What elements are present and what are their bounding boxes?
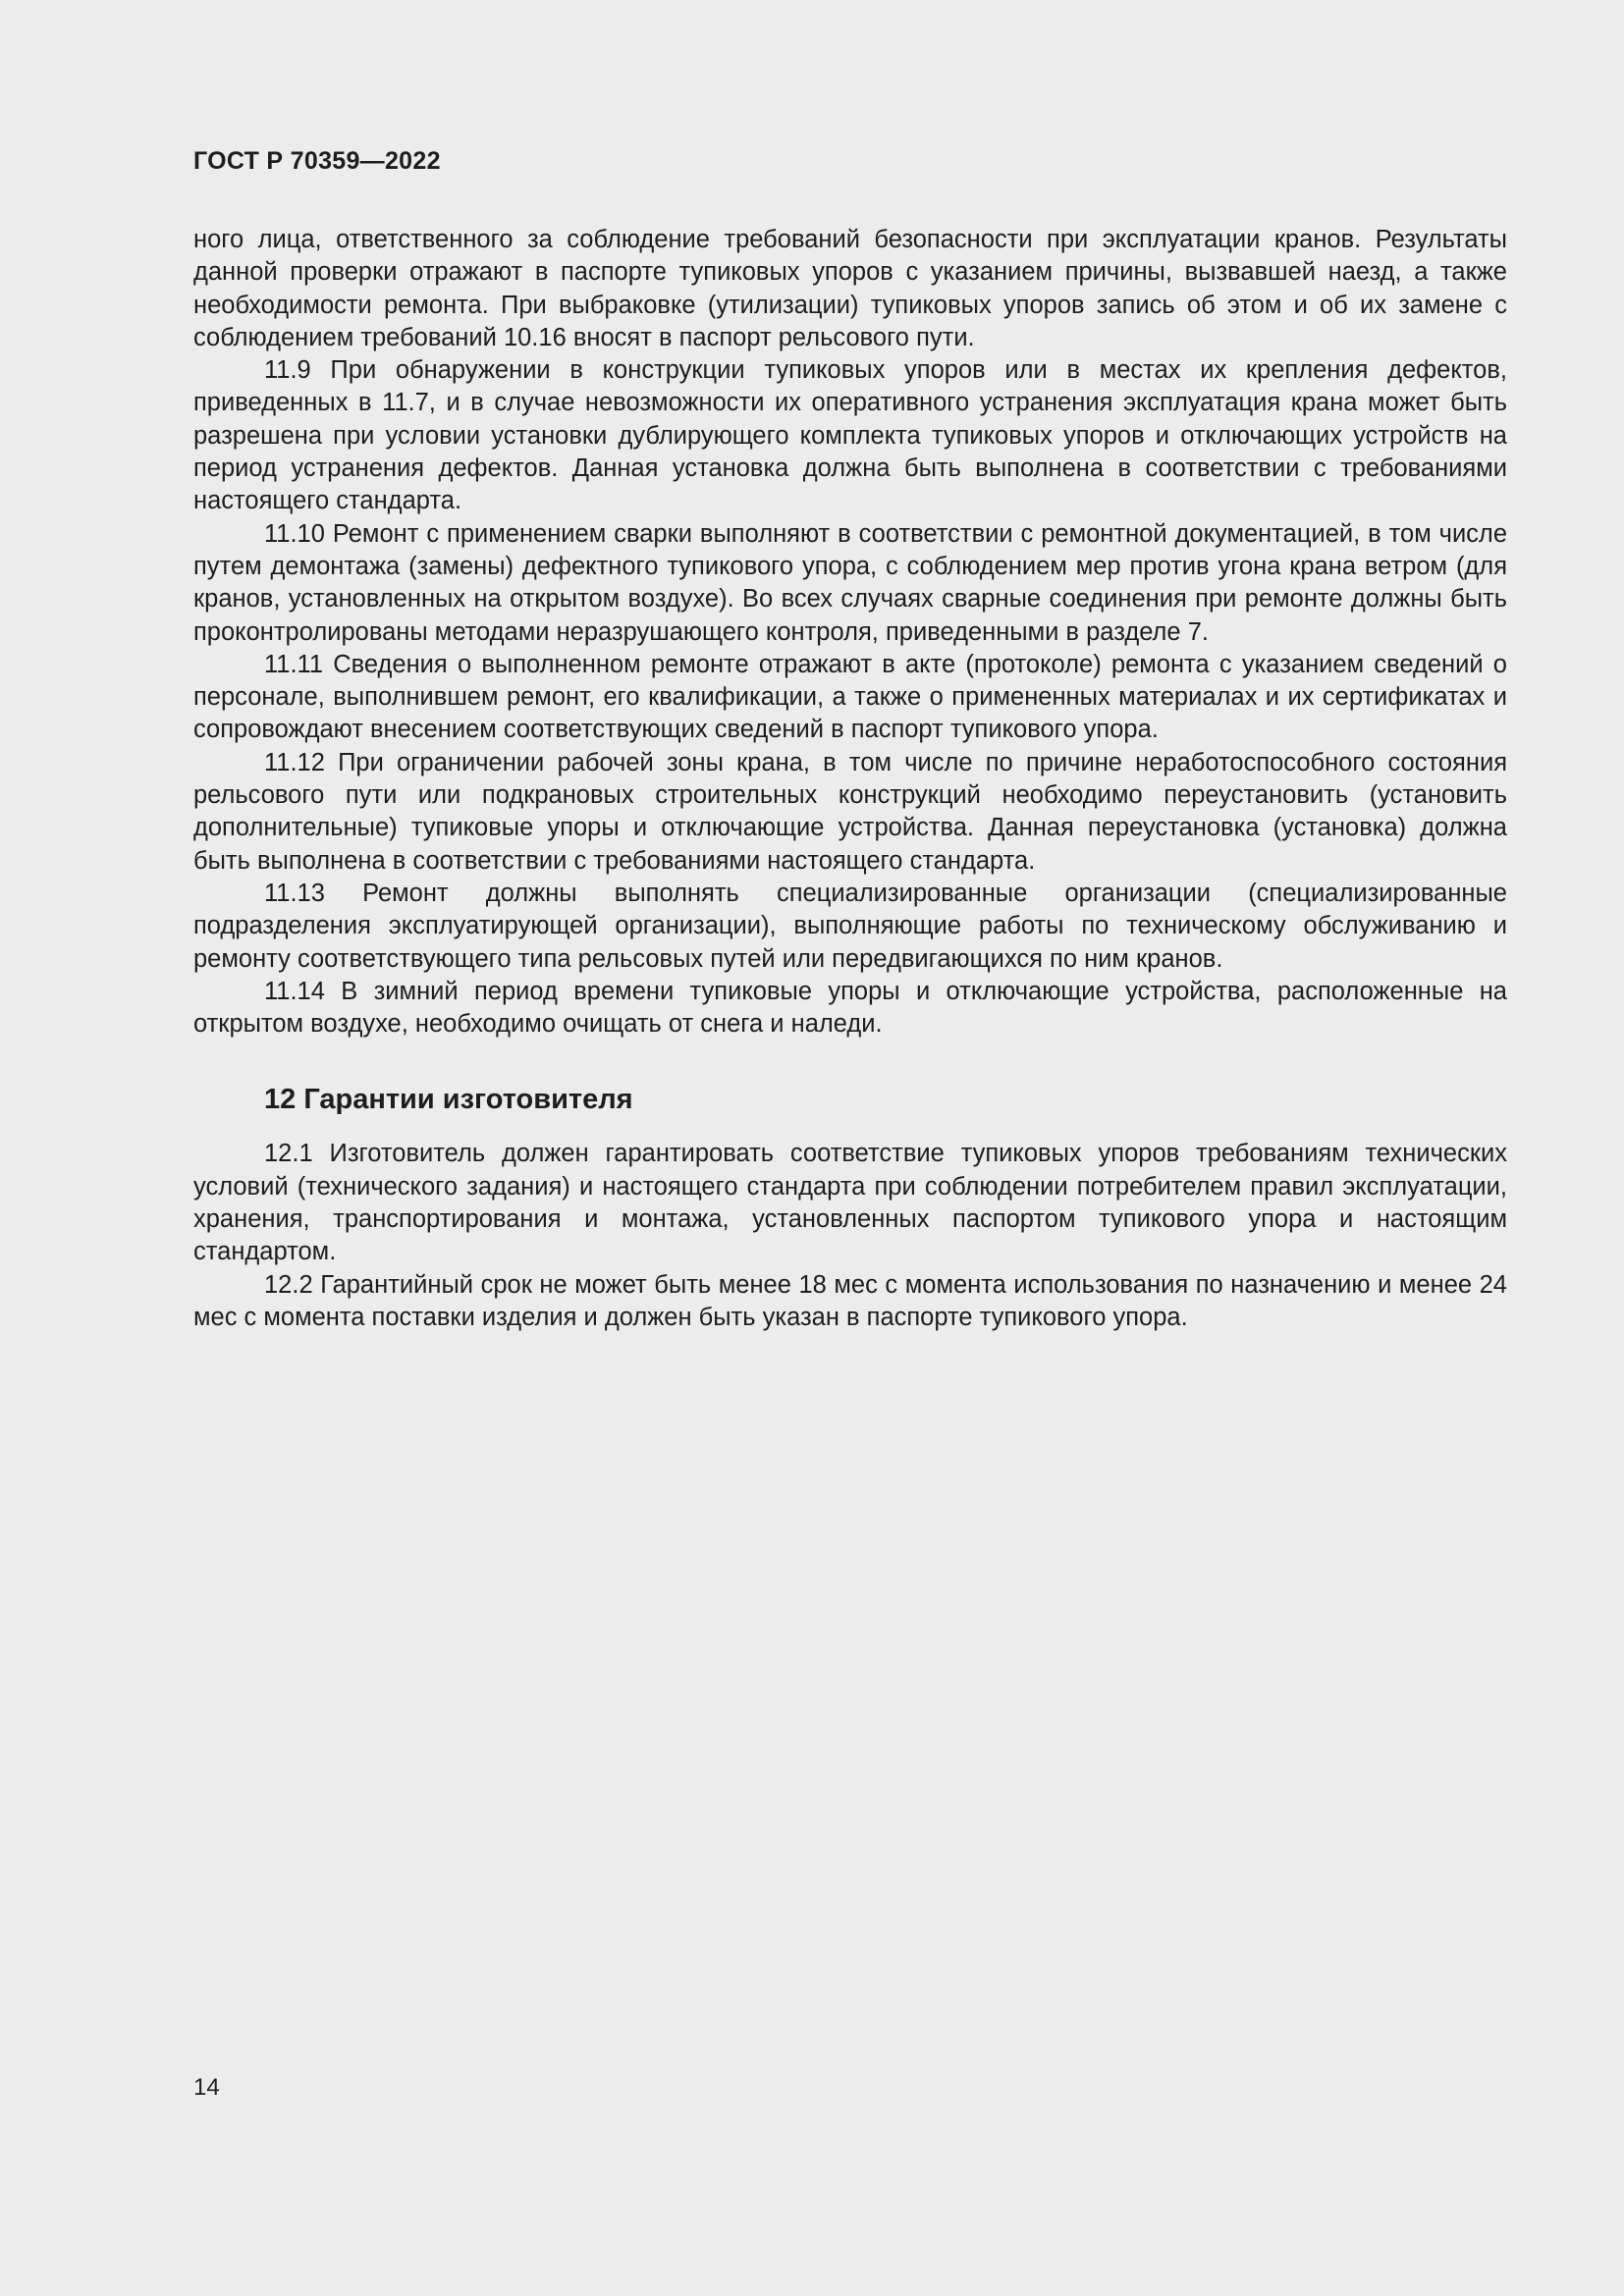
paragraph-11-13: 11.13 Ремонт должны выполнять специализированные организации (специализированные подразделения эксплуатирующей организации), выполняющие работы по техническому обслуживанию и ремонту соответствующего типа рельсовых путей или передвигающихся по ним кранов. <box>193 879 1507 973</box>
document-code-header: ГОСТ Р 70359—2022 <box>193 147 441 175</box>
paragraph-11-14: 11.14 В зимний период времени тупиковые упоры и отключающие устройства, расположенные на открытом воздухе, необходимо очищать от снега и наледи. <box>193 977 1507 1039</box>
paragraph-12-2: 12.2 Гарантийный срок не может быть менее 18 мес с момента использования по назначению и менее 24 мес с момента поставки изделия и должен быть указан в паспорте тупикового упора. <box>193 1270 1507 1331</box>
paragraph-11-10: 11.10 Ремонт с применением сварки выполняют в соответствии с ремонтной документацией, в том числе путем демонтажа (замены) дефектного тупикового упора, с соблюдением мер против угона крана ветром (для кранов, установленных на открытом воздухе). Во всех случаях сварные соединения при ремонте должны быть проконтролированы методами неразрушающего контроля, приведенными в разделе 7. <box>193 519 1507 646</box>
paragraph-11-12: 11.12 При ограничении рабочей зоны крана, в том числе по причине неработоспособного состояния рельсового пути или подкрановых строительных конструкций необходимо переустановить (установить дополнительные) тупиковые упоры и отключающие устройства. Данная переустановка (установка) должна быть выполнена в соответствии с требованиями настоящего стандарта. <box>193 748 1507 875</box>
page-number: 14 <box>193 2074 220 2101</box>
paragraph-11-9: 11.9 При обнаружении в конструкции тупиковых упоров или в местах их крепления дефектов, приведенных в 11.7, и в случае невозможности их оперативного устранения эксплуатация крана может быть разрешена при условии установки дублирующего комплекта тупиковых упоров и отключающих устройств на период устранения дефектов. Данная установка должна быть выполнена в соответствии с требованиями настоящего стандарта. <box>193 356 1507 515</box>
paragraph-12-1: 12.1 Изготовитель должен гарантировать соответствие тупиковых упоров требованиям технических условий (технического задания) и настоящего стандарта при соблюдении потребителем правил эксплуатации, хранения, транспортирования и монтажа, установленных паспортом тупикового упора и настоящим стандартом. <box>193 1140 1507 1266</box>
paragraph-continuation: ного лица, ответственного за соблюдение требований безопасности при эксплуатации кранов. Результаты данной проверки отражают в паспорте тупиковых упоров с указанием причины, вызвавшей наезд, а также необходимости ремонта. При выбраковке (утилизации) тупиковых упоров запись об этом и об их замене с соблюдением требований 10.16 вносят в паспорт рельсового пути. <box>193 226 1507 351</box>
document-body <box>193 224 1507 1334</box>
paragraph-11-11: 11.11 Сведения о выполненном ремонте отражают в акте (протоколе) ремонта с указанием сведений о персонале, выполнившем ремонт, его квалификации, а также о примененных материалах и их сертификатах и сопровождают внесением соответствующих сведений в паспорт тупикового упора. <box>193 650 1507 744</box>
section-12-heading: 12 Гарантии изготовителя <box>264 1084 633 1116</box>
